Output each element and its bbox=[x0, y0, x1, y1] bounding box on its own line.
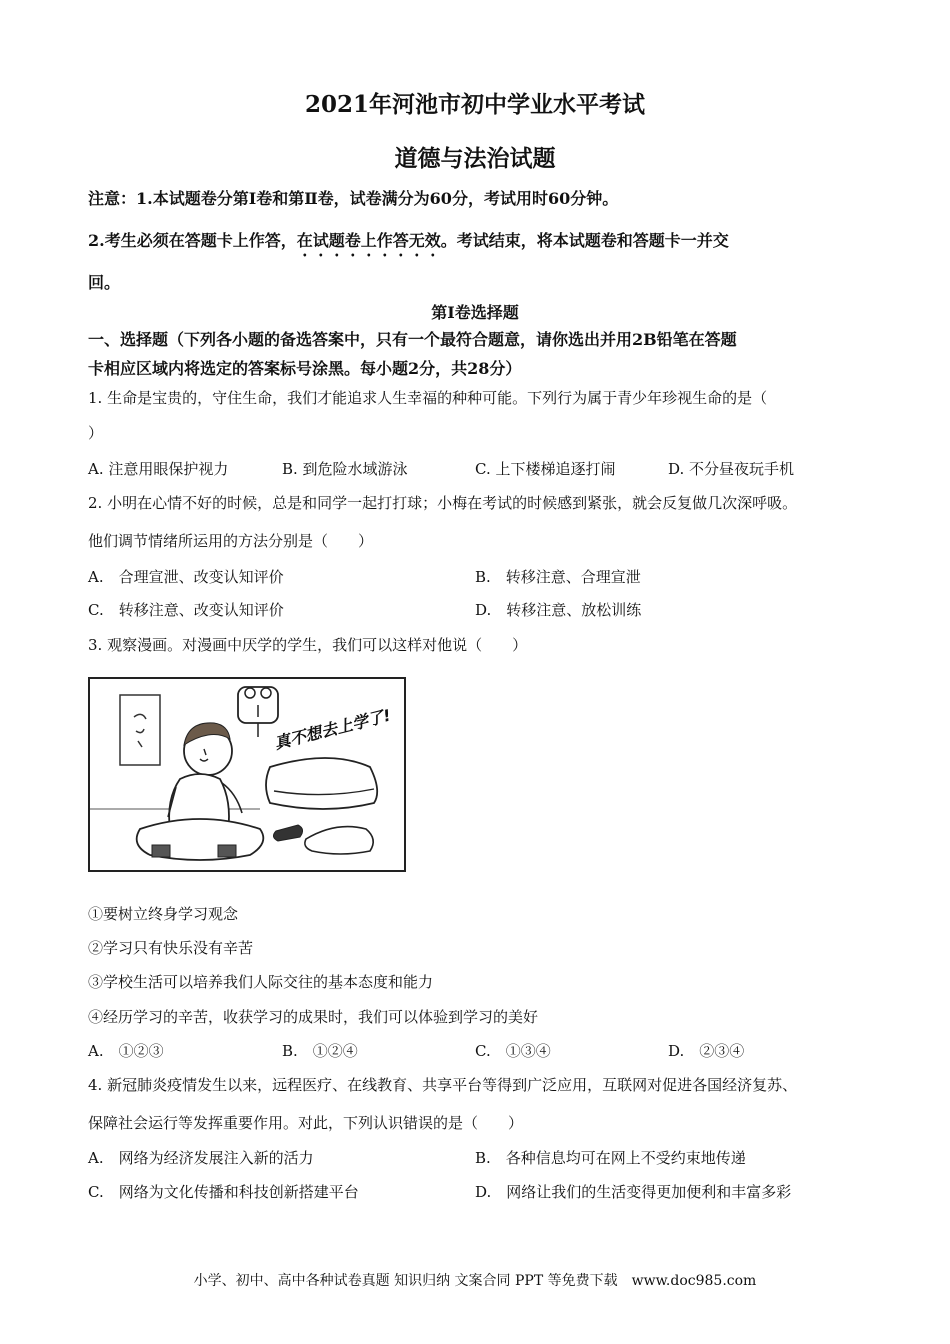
page-footer: 小学、初中、高中各种试卷真题 知识归纳 文案合同 PPT 等免费下载 www.doc985.com bbox=[193, 1273, 757, 1289]
q2-option-c: C. 转移注意、改变认知评价 bbox=[88, 601, 284, 619]
section-instruction-2: 卡相应区域内将选定的答案标号涂黑。每小题2分，共28分） bbox=[88, 359, 522, 378]
q1-option-b: B. 到危险水域游泳 bbox=[282, 460, 408, 478]
section-instruction-1: 一、选择题（下列各小题的备选答案中，只有一个最符合题意，请你选出并用2B铅笔在答题 bbox=[88, 330, 737, 349]
note-line-1: 注意：1.本试题卷分第Ⅰ卷和第Ⅱ卷，试卷满分为60分，考试用时60分钟。 bbox=[88, 189, 619, 208]
note-line-2 bbox=[88, 228, 729, 260]
q3-stem-1: 3. 观察漫画。对漫画中厌学的学生，我们可以这样对他说（ ） bbox=[88, 636, 528, 654]
q3-option-a: A. ①②③ bbox=[88, 1042, 164, 1060]
q4-stem-1: 4. 新冠肺炎疫情发生以来，远程医疗、在线教育、共享平台等得到广泛应用，互联网对促进各国经济复苏、 bbox=[88, 1076, 798, 1094]
q4-option-c: C. 网络为文化传播和科技创新搭建平台 bbox=[88, 1183, 359, 1201]
q4-option-d: D. 网络让我们的生活变得更加便利和丰富多彩 bbox=[475, 1183, 792, 1201]
q3-option-c: C. ①③④ bbox=[475, 1042, 551, 1060]
q1-stem-2: ） bbox=[88, 424, 104, 442]
q3-item-2: ②学习只有快乐没有辛苦 bbox=[88, 939, 254, 957]
note2-part-c: 。考试结束，将本试题卷和答题卡一并交 bbox=[440, 231, 729, 250]
q2-option-b: B. 转移注意、合理宣泄 bbox=[475, 568, 641, 586]
cartoon-drawing bbox=[90, 679, 404, 870]
cartoon-image bbox=[88, 677, 406, 872]
q1-option-a: A. 注意用眼保护视力 bbox=[88, 460, 229, 478]
q2-stem-2: 他们调节情绪所运用的方法分别是（ ） bbox=[88, 532, 374, 550]
q3-option-d: D. ②③④ bbox=[668, 1042, 745, 1060]
q2-option-d: D. 转移注意、放松训练 bbox=[475, 601, 642, 619]
cartoon-caption: 真不想去上学了! bbox=[272, 705, 393, 753]
exam-subtitle: 道德与法治试题 bbox=[394, 145, 556, 172]
q4-option-b: B. 各种信息均可在网上不受约束地传递 bbox=[475, 1149, 746, 1167]
q1-option-c: C. 上下楼梯追逐打闹 bbox=[475, 460, 616, 478]
q3-item-1: ①要树立终身学习观念 bbox=[88, 905, 239, 923]
q3-item-4: ④经历学习的辛苦，收获学习的成果时，我们可以体验到学习的美好 bbox=[88, 1008, 539, 1026]
section-title: 第Ⅰ卷选择题 bbox=[431, 303, 519, 322]
q3-item-3: ③学校生活可以培养我们人际交往的基本态度和能力 bbox=[88, 973, 434, 991]
q1-option-d: D. 不分昼夜玩手机 bbox=[668, 460, 795, 478]
note-line-3: 回。 bbox=[88, 273, 121, 292]
q4-option-a: A. 网络为经济发展注入新的活力 bbox=[88, 1149, 314, 1167]
exam-title: 2021年河池市初中学业水平考试 bbox=[304, 91, 645, 118]
q2-option-a: A. 合理宣泄、改变认知评价 bbox=[88, 568, 284, 586]
note2-part-a: 2.考生必须在答题卡上作答， bbox=[88, 231, 297, 250]
q1-stem-1: 1. 生命是宝贵的，守住生命，我们才能追求人生幸福的种种可能。下列行为属于青少年珍视生命的是（ bbox=[88, 389, 768, 407]
q4-stem-2: 保障社会运行等发挥重要作用。对此，下列认识错误的是（ ） bbox=[88, 1114, 524, 1132]
q3-option-b: B. ①②④ bbox=[282, 1042, 358, 1060]
note2-emphasis: 在试题卷上作答无效 bbox=[296, 231, 441, 250]
q2-stem-1: 2. 小明在心情不好的时候，总是和同学一起打打球；小梅在考试的时候感到紧张，就会反复做几次深呼吸。 bbox=[88, 494, 798, 512]
